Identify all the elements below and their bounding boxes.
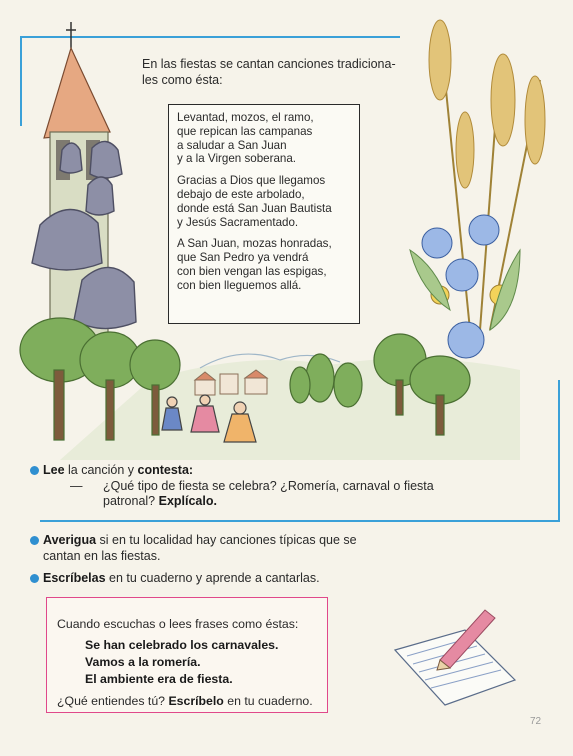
notebook-pencil-icon <box>385 600 525 710</box>
verse: debajo de este arbolado, <box>177 187 305 201</box>
intro-line-2: les como ésta: <box>142 73 223 87</box>
activity-text: la canción y <box>64 463 138 477</box>
stanza-2 <box>177 174 351 229</box>
activity-verb: Escríbelas <box>43 571 106 585</box>
activity-write <box>30 571 550 587</box>
village <box>195 370 267 395</box>
song-box <box>168 104 360 324</box>
activity-verb: Lee <box>43 463 65 477</box>
bullet-icon <box>30 574 39 583</box>
verse: y Jesús Sacramentado. <box>177 215 299 229</box>
phrases-box <box>46 597 328 713</box>
phrase: El ambiente era de fiesta. <box>85 672 233 686</box>
phrase: Vamos a la romería. <box>85 655 201 669</box>
intro-line-1: En las fiestas se cantan canciones tradiciona- <box>142 57 396 71</box>
verse: Gracias a Dios que llegamos <box>177 174 326 188</box>
box-intro: Cuando escuchas o lees frases como éstas: <box>57 617 299 631</box>
bullet-icon <box>30 466 39 475</box>
page-number: 72 <box>530 716 542 727</box>
activity-text: cantan en las fiestas. <box>43 548 161 563</box>
stanza-1 <box>177 111 351 166</box>
box-verb: Escríbelo <box>168 694 224 708</box>
activity-verb: Averigua <box>43 533 97 547</box>
verse: donde está San Juan Bautista <box>177 201 332 215</box>
phrase: Se han celebrado los carnavales. <box>85 638 279 652</box>
verse: que San Pedro ya vendrá <box>177 251 309 265</box>
activity-verb: contesta: <box>137 463 194 477</box>
verse: a saludar a San Juan <box>177 138 287 152</box>
question <box>30 479 550 510</box>
question-line-2: patronal? <box>103 494 159 508</box>
verse: A San Juan, mozas honradas, <box>177 237 332 251</box>
frame-bottom-rule <box>40 520 560 522</box>
question-verb: Explícalo. <box>158 494 217 508</box>
verse: y a la Virgen soberana. <box>177 152 297 166</box>
verse: con bien vengan las espigas, <box>177 264 327 278</box>
activity-text: si en tu localidad hay canciones típicas que se <box>96 533 357 547</box>
activity-read-answer <box>30 463 550 510</box>
activity-text: en tu cuaderno y aprende a cantarlas. <box>105 571 320 585</box>
intro-text <box>142 56 422 88</box>
bullet-icon <box>30 536 39 545</box>
activity-find-out <box>30 533 550 564</box>
box-question: ¿Qué entiendes tú? <box>57 694 169 708</box>
verse: con bien lleguemos allá. <box>177 278 302 292</box>
wheat <box>429 20 545 330</box>
question-line-1: ¿Qué tipo de fiesta se celebra? ¿Romería, carnaval o fiesta <box>103 478 434 493</box>
dash: — <box>70 478 83 493</box>
box-question-end: en tu cuaderno. <box>223 694 313 708</box>
verse: Levantad, mozos, el ramo, <box>177 111 314 124</box>
verse: que repican las campanas <box>177 124 313 138</box>
stanza-3 <box>177 237 351 292</box>
